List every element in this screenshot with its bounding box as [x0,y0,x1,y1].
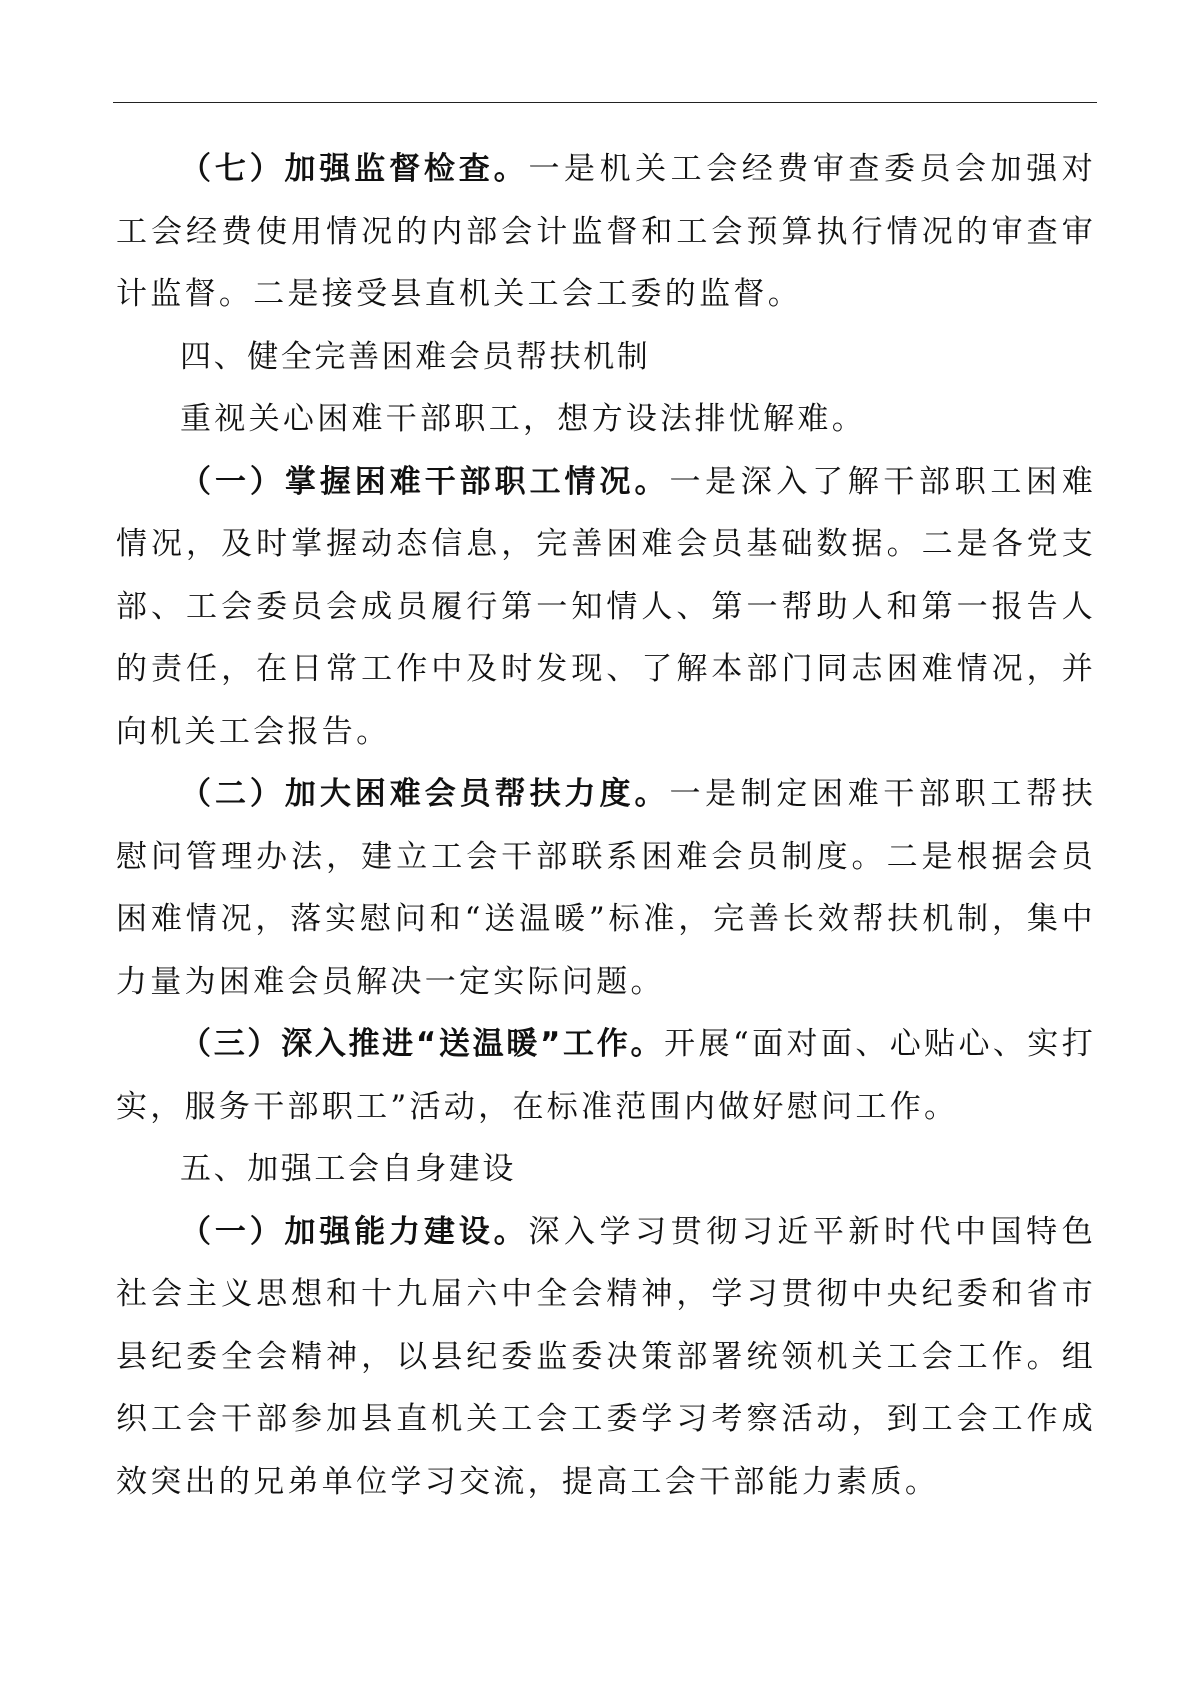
paragraph-lead: （二）加大困难会员帮扶力度。 [180,776,670,812]
paragraph-item-1 [116,451,1096,764]
paragraph-item-3 [116,1013,1096,1138]
paragraph-text: 一是制定困难干部职工帮扶慰问管理办法，建立工会干部联系困难会员制度。二是根据会员困难情况，落实慰问和“送温暖”标准，完善长效帮扶机制，集中力量为困难会员解决一定实际问题。 [116,776,1096,1000]
paragraph-lead: （一）加强能力建设。 [180,1213,529,1250]
section-heading-5: 五、加强工会自身建设 [180,1151,516,1187]
paragraph-text: 一是深入了解干部职工困难情况，及时掌握动态信息，完善困难会员基础数据。二是各党支部、工会委员会成员履行第一知情人、第一帮助人和第一报告人的责任，在日常工作中及时发现、了解本部门同志困难情况，并向机关工会报告。 [116,463,1096,750]
paragraph-supervision [116,138,1096,326]
header-rule [113,102,1097,103]
paragraph-text: 开展“面对面、心贴心、实打实，服务干部职工”活动，在标准范围内做好慰问工作。 [116,1026,1096,1125]
paragraph-lead: （三）深入推进“送温暖”工作。 [180,1026,665,1062]
paragraph-text: 一是机关工会经费审查委员会加强对工会经费使用情况的内部会计监督和工会预算执行情况的审查审计监督。二是接受县直机关工会工委的监督。 [116,151,1096,312]
section-heading-4: 四、健全完善困难会员帮扶机制 [180,338,651,375]
paragraph-text: 深入学习贯彻习近平新时代中国特色社会主义思想和十九届六中全会精神，学习贯彻中央纪委和省市县纪委全会精神，以县纪委监委决策部署统领机关工会工作。组织工会干部参加县直机关工会工委学习考察活动，到工会工作成效突出的兄弟单位学习交流，提高工会干部能力素质。 [116,1213,1096,1500]
paragraph-lead: （七）加强监督检查。 [180,151,529,187]
paragraph-capacity [116,1201,1096,1514]
paragraph-intro: 重视关心困难干部职工，想方设法排忧解难。 [180,401,866,437]
document-body [116,138,1096,1513]
paragraph-lead: （一）掌握困难干部职工情况。 [180,463,670,500]
paragraph-item-2 [116,763,1096,1013]
